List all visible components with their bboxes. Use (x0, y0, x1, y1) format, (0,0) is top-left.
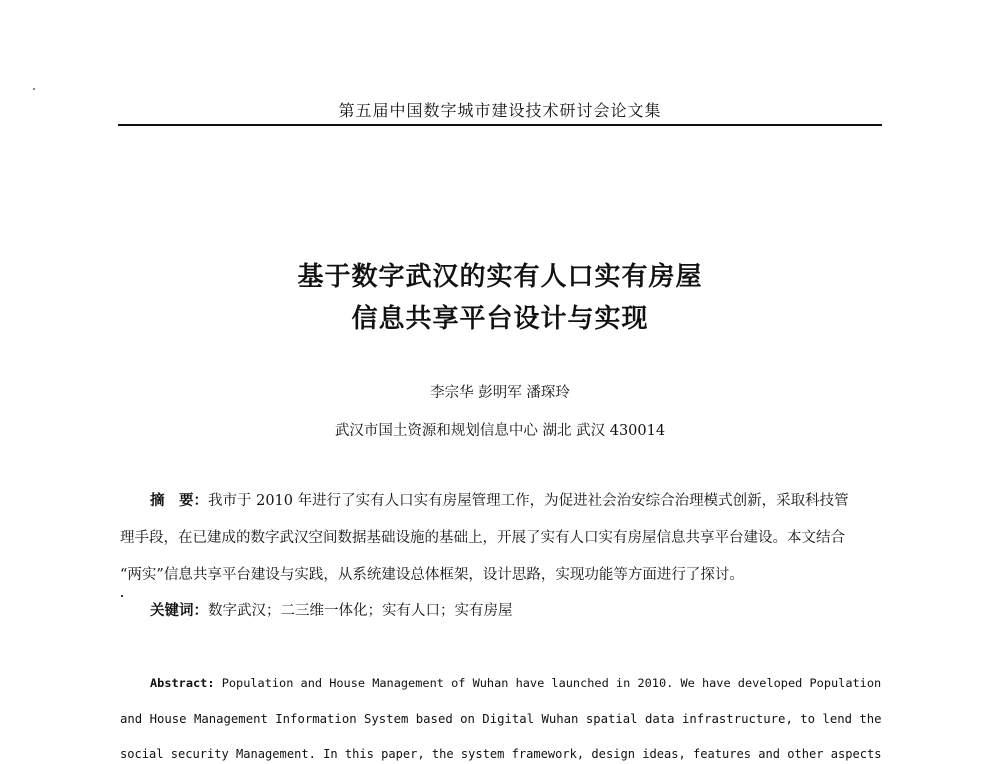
abstract-cn-text-1: 我市于 2010 年进行了实有人口实有房屋管理工作，为促进社会治安综合治理模式创新，采取科技管 (208, 493, 849, 509)
keywords-text: 数字武汉；二三维一体化；实有人口；实有房屋 (208, 603, 513, 619)
abstract-cn-label: 摘 要： (150, 492, 208, 509)
running-header: 第五届中国数字城市建设技术研讨会论文集 (338, 101, 662, 120)
abstract-en-line-3: social security Management. In this paper, the system framework, design ideas, features and other aspects (120, 747, 882, 761)
header-rule (118, 124, 882, 126)
keywords-label: 关键词： (150, 602, 208, 619)
abstract-cn-line-3: “两实”信息共享平台建设与实践，从系统建设总体框架，设计思路，实现功能等方面进行了探讨。 (120, 567, 744, 583)
abstract-cn-line-2: 理手段，在已建成的数字武汉空间数据基础设施的基础上，开展了实有人口实有房屋信息共享平台建设。本文结合 (120, 530, 845, 546)
author-list: 李宗华 彭明军 潘琛玲 (430, 385, 570, 401)
author-affiliation: 武汉市国土资源和规划信息中心 湖北 武汉 430014 (334, 423, 666, 439)
abstract-en-line-2: and House Management Information System based on Digital Wuhan spatial data infrastructure, to lend the (120, 712, 882, 726)
keywords-line (150, 601, 513, 621)
abstract-en-text-1: Population and House Management of Wuhan have launched in 2010. We have developed Population (221, 676, 882, 690)
paper-title-line-1: 基于数字武汉的实有人口实有房屋 (297, 262, 703, 292)
abstract-en-line-1 (150, 673, 881, 693)
abstract-en-label: Abstract: (150, 676, 215, 690)
paper-title-line-2: 信息共享平台设计与实现 (351, 304, 649, 334)
scan-speck (33, 88, 35, 90)
abstract-cn-line-1 (150, 491, 849, 511)
scan-speck-2 (121, 595, 123, 597)
